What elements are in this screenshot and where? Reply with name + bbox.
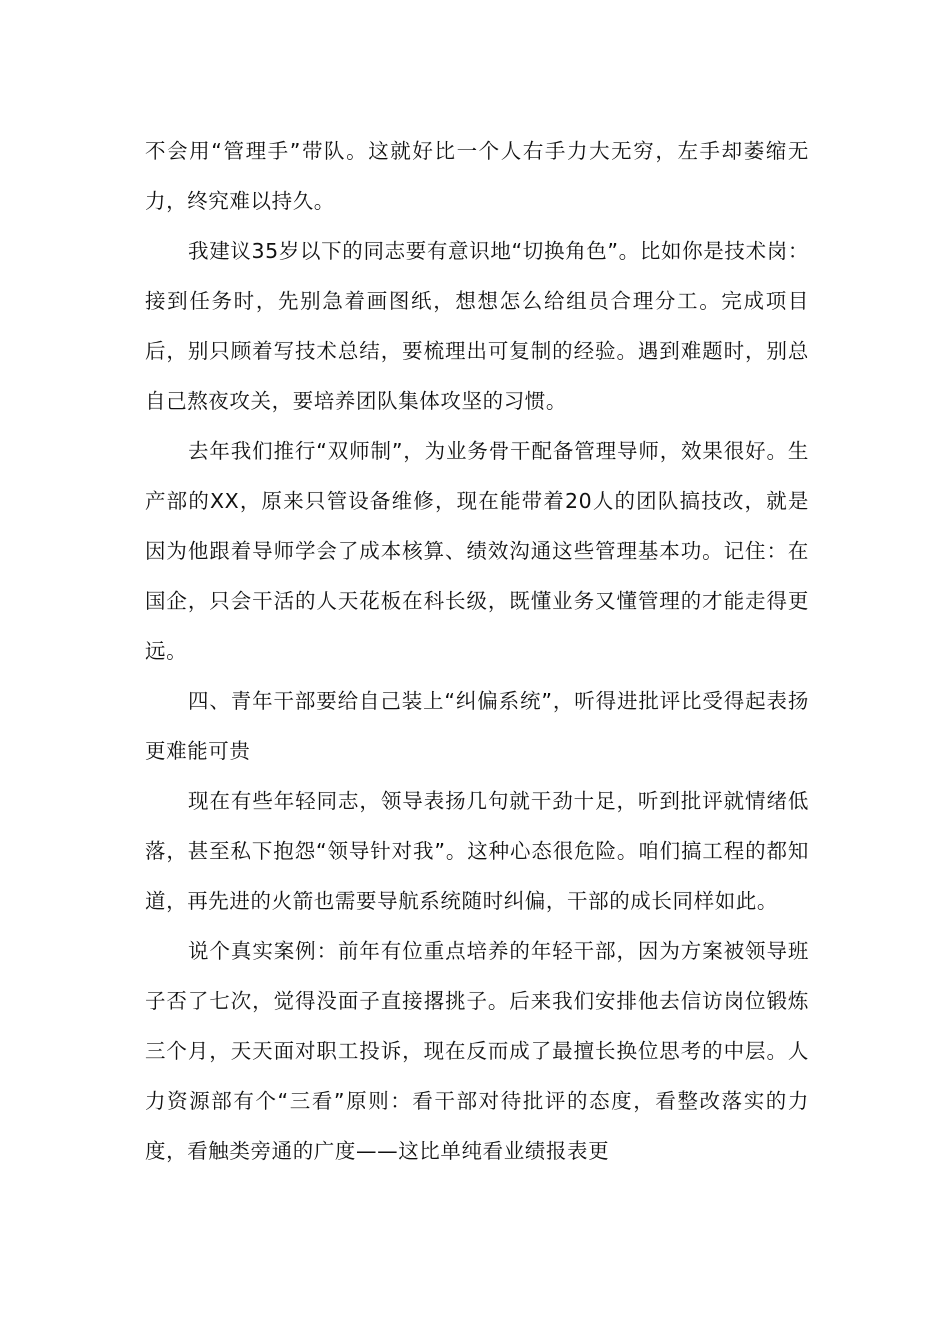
- paragraph-criticism: 现在有些年轻同志，领导表扬几句就干劲十足，听到批评就情绪低落，甚至私下抱怨“领导针对我”。这种心态很危险。咱们搞工程的都知道，再先进的火箭也需要导航系统随时纠偏，干部的成长同样如此。: [145, 789, 809, 913]
- section-heading-four: 四、青年干部要给自己装上“纠偏系统”，听得进批评比受得起表扬更难能可贵: [145, 689, 809, 763]
- paragraph-continued: 不会用“管理手”带队。这就好比一个人右手力大无穷，左手却萎缩无力，终究难以持久。: [145, 139, 809, 213]
- paragraph-role-switch: 我建议35岁以下的同志要有意识地“切换角色”。比如你是技术岗：接到任务时，先别急着画图纸，想想怎么给组员合理分工。完成项目后，别只顾着写技术总结，要梳理出可复制的经验。遇到难题时，别总自己熬夜攻关，要培养团队集体攻坚的习惯。: [145, 239, 809, 413]
- paragraph-case-study: 说个真实案例：前年有位重点培养的年轻干部，因为方案被领导班子否了七次，觉得没面子直接撂挑子。后来我们安排他去信访岗位锻炼三个月，天天面对职工投诉，现在反而成了最擅长换位思考的中层。人力资源部有个“三看”原则：看干部对待批评的态度，看整改落实的力度，看触类旁通的广度——这比单纯看业绩报表更: [145, 939, 809, 1163]
- document-body: [145, 126, 809, 1176]
- paragraph-dual-mentor: 去年我们推行“双师制”，为业务骨干配备管理导师，效果很好。生产部的XX，原来只管设备维修，现在能带着20人的团队搞技改，就是因为他跟着导师学会了成本核算、绩效沟通这些管理基本功。记住：在国企，只会干活的人天花板在科长级，既懂业务又懂管理的才能走得更远。: [145, 439, 809, 663]
